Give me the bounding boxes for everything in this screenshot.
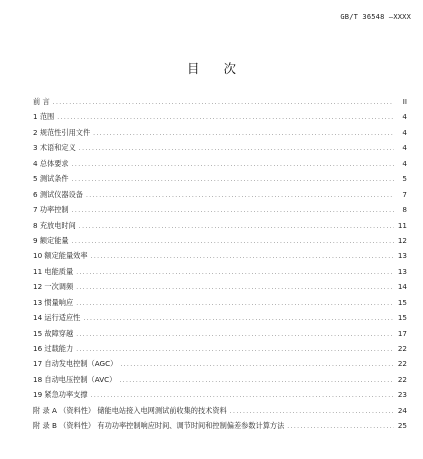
toc-entry-page: 4	[402, 158, 407, 168]
toc-entry-page: 17	[397, 328, 407, 338]
toc-dot-leader	[93, 130, 394, 137]
toc-dot-leader	[287, 423, 394, 430]
toc-entry-label: 3 术语和定义	[33, 143, 76, 153]
toc-entry[interactable]	[33, 97, 407, 112]
toc-entry[interactable]	[33, 298, 407, 313]
toc-dot-leader	[119, 377, 394, 384]
toc-dot-leader	[120, 361, 394, 368]
toc-entry-label: 2 规范性引用文件	[33, 127, 91, 137]
toc-entry-label: 4 总体要求	[33, 158, 69, 168]
toc-entry-label: 附 录 A （资料性） 储能电站接入电网测试前收集的技术资料	[33, 405, 227, 415]
toc-dot-leader	[86, 192, 394, 199]
toc-entry-label: 17 自动发电控制（AGC）	[33, 359, 118, 369]
toc-entry-page: 4	[402, 112, 407, 122]
toc-dot-leader	[76, 300, 394, 307]
toc-entry-page: 12	[397, 235, 407, 245]
toc-entry[interactable]	[33, 344, 407, 359]
toc-dot-leader	[76, 346, 394, 353]
toc-entry-label: 15 故障穿越	[33, 328, 74, 338]
toc-entry-label: 1 范围	[33, 112, 55, 122]
toc-dot-leader	[76, 269, 394, 276]
toc-entry-label: 9 额定能量	[33, 235, 69, 245]
toc-entry[interactable]	[33, 159, 407, 174]
toc-entry-page: 13	[397, 266, 407, 276]
toc-entry-page: II	[402, 97, 407, 106]
toc-entry-label: 11 电能质量	[33, 266, 74, 276]
toc-entry-label: 18 自动电压控制（AVC）	[33, 374, 117, 384]
toc-dot-leader	[230, 408, 394, 415]
toc-entry-page: 4	[402, 143, 407, 153]
toc-entry[interactable]	[33, 174, 407, 189]
toc-title: 目 次	[187, 61, 246, 76]
toc-entry-label: 附 录 B （资料性） 有功功率控制响应时间、调节时间和控制偏差参数计算方法	[33, 421, 285, 431]
toc-entry[interactable]	[33, 313, 407, 328]
toc-dot-leader	[72, 207, 394, 214]
toc-entry[interactable]	[33, 390, 407, 405]
toc-entry-page: 7	[402, 189, 407, 199]
toc-entry[interactable]	[33, 112, 407, 127]
toc-entry[interactable]	[33, 205, 407, 220]
toc-entry-label: 13 惯量响应	[33, 297, 74, 307]
toc-dot-leader	[76, 331, 394, 338]
toc-entry-label: 8 充放电时间	[33, 220, 76, 230]
toc-dot-leader	[79, 145, 394, 152]
toc-dot-leader	[79, 223, 394, 230]
toc-entry-label: 10 额定能量效率	[33, 251, 88, 261]
toc-entry[interactable]	[33, 221, 407, 236]
toc-entry-label: 7 功率控制	[33, 205, 69, 215]
toc-entry-page: 5	[402, 174, 407, 184]
toc-entry[interactable]	[33, 190, 407, 205]
toc-entry-label: 12 一次调频	[33, 282, 74, 292]
toc-dot-leader	[83, 315, 394, 322]
toc-entry-page: 13	[397, 251, 407, 261]
toc-entry[interactable]	[33, 251, 407, 266]
toc-dot-leader	[72, 238, 394, 245]
toc-entry[interactable]	[33, 236, 407, 251]
toc-entry-label: 14 运行适应性	[33, 313, 81, 323]
toc-entry-page: 14	[397, 282, 407, 292]
toc-entry-page: 22	[397, 344, 407, 353]
toc-entry-label: 5 测试条件	[33, 174, 69, 184]
toc-dot-leader	[91, 392, 394, 399]
document-code: GB/T 36548 —XXXX	[340, 13, 411, 21]
toc-dot-leader	[76, 284, 394, 291]
toc-entry-label: 19 紧急功率支撑	[33, 390, 88, 400]
toc-entry-label: 6 测试仪器设备	[33, 189, 83, 199]
toc-dot-leader	[72, 161, 394, 168]
toc-dot-leader	[91, 253, 394, 260]
toc-entry-page: 8	[402, 205, 407, 215]
toc-entry-page: 24	[397, 405, 407, 415]
table-of-contents	[33, 97, 407, 437]
toc-entry[interactable]	[33, 375, 407, 390]
toc-dot-leader	[57, 114, 394, 121]
toc-entry-page: 15	[397, 297, 407, 307]
toc-entry-label: 前 言	[33, 97, 50, 106]
toc-entry[interactable]	[33, 143, 407, 158]
toc-entry-page: 23	[397, 390, 407, 400]
toc-entry[interactable]	[33, 421, 407, 436]
toc-entry-page: 25	[397, 421, 407, 431]
toc-entry[interactable]	[33, 329, 407, 344]
toc-entry-page: 22	[397, 359, 407, 369]
toc-dot-leader	[72, 176, 394, 183]
toc-entry[interactable]	[33, 282, 407, 297]
toc-entry[interactable]	[33, 359, 407, 374]
toc-entry-page: 4	[402, 127, 407, 137]
toc-entry[interactable]	[33, 406, 407, 421]
toc-entry-page: 22	[397, 374, 407, 384]
toc-entry[interactable]	[33, 267, 407, 282]
toc-entry-page: 15	[397, 313, 407, 323]
toc-entry[interactable]	[33, 128, 407, 143]
toc-entry-label: 16 过载能力	[33, 344, 74, 353]
toc-entry-page: 11	[397, 220, 407, 230]
toc-dot-leader	[53, 99, 394, 106]
